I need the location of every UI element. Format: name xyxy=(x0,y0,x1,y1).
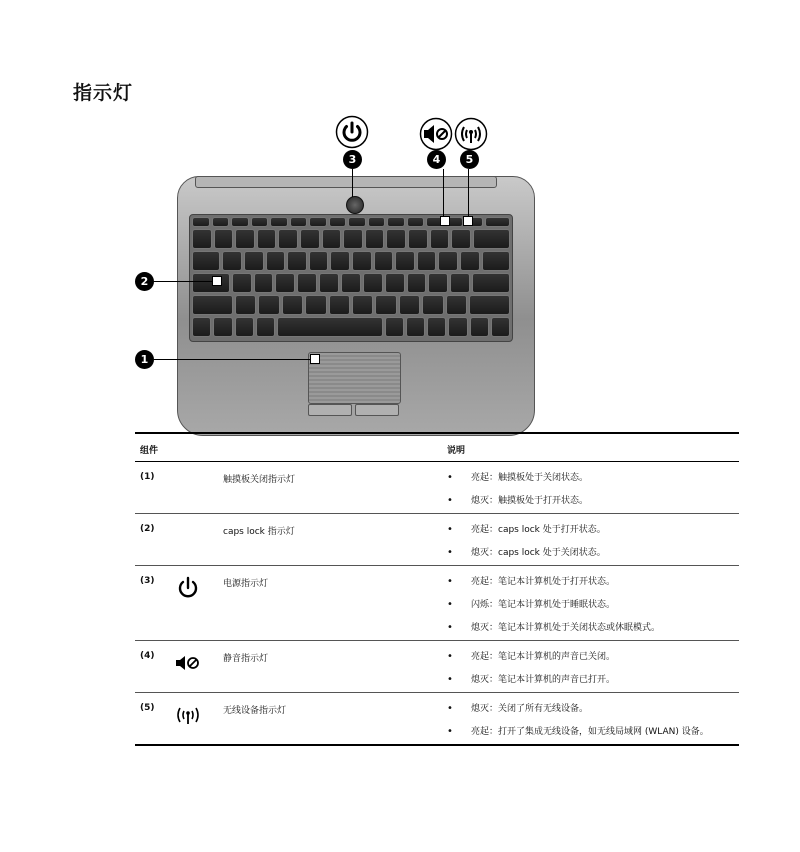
mute-led-highlight xyxy=(440,216,450,226)
power-icon xyxy=(175,575,201,601)
touchpad-buttons xyxy=(308,404,399,416)
touchpad-led-highlight xyxy=(310,354,320,364)
callout-2: 2 xyxy=(135,272,154,291)
page-title: 指示灯 xyxy=(73,82,134,104)
component-name: caps lock 指示灯 xyxy=(223,527,295,537)
keyboard xyxy=(189,214,513,342)
list-item: • 熄灭：笔记本计算机的声音已打开。 xyxy=(447,674,739,686)
laptop-hinge xyxy=(195,176,497,188)
callout-4: 4 xyxy=(427,150,446,169)
row-number: (2) xyxy=(140,524,155,534)
list-item: • 熄灭：关闭了所有无线设备。 xyxy=(447,703,739,715)
table-row xyxy=(135,462,739,514)
list-item: • 熄灭：笔记本计算机处于关闭状态或休眠模式。 xyxy=(447,622,739,634)
list-item: • 熄灭：caps lock 处于关闭状态。 xyxy=(447,547,739,559)
wireless-icon xyxy=(175,702,201,728)
leader-line-3 xyxy=(352,169,353,197)
table-header xyxy=(135,432,739,462)
table-row xyxy=(135,641,739,693)
table-row xyxy=(135,566,739,641)
mute-icon xyxy=(419,117,453,151)
leader-line-5 xyxy=(468,169,469,217)
indicator-table xyxy=(135,432,739,746)
mute-icon xyxy=(175,650,201,676)
leader-line-1 xyxy=(154,359,310,360)
component-name: 触摸板关闭指示灯 xyxy=(223,475,296,485)
list-item: • 闪烁：笔记本计算机处于睡眠状态。 xyxy=(447,599,739,611)
touchpad xyxy=(308,352,401,404)
callout-5: 5 xyxy=(460,150,479,169)
list-item: • 亮起：笔记本计算机处于打开状态。 xyxy=(447,576,739,588)
component-name: 电源指示灯 xyxy=(223,579,269,589)
header-description: 说明 xyxy=(447,446,466,456)
callout-1: 1 xyxy=(135,350,154,369)
component-name: 无线设备指示灯 xyxy=(223,706,287,716)
caps-lock-led-highlight xyxy=(212,276,222,286)
list-item: • 亮起：caps lock 处于打开状态。 xyxy=(447,524,739,536)
table-row xyxy=(135,693,739,746)
callout-3: 3 xyxy=(343,150,362,169)
power-button xyxy=(346,196,364,214)
row-number: (3) xyxy=(140,576,155,586)
laptop-illustration xyxy=(125,110,545,430)
row-number: (5) xyxy=(140,703,155,713)
leader-line-2 xyxy=(154,281,212,282)
header-component: 组件 xyxy=(140,446,159,456)
leader-line-4 xyxy=(443,169,444,217)
power-icon xyxy=(335,115,369,149)
list-item: • 熄灭：触摸板处于打开状态。 xyxy=(447,495,739,507)
list-item: • 亮起：触摸板处于关闭状态。 xyxy=(447,472,739,484)
list-item: • 亮起：笔记本计算机的声音已关闭。 xyxy=(447,651,739,663)
component-name: 静音指示灯 xyxy=(223,654,269,664)
wireless-led-highlight xyxy=(463,216,473,226)
table-row xyxy=(135,514,739,566)
row-number: (1) xyxy=(140,472,155,482)
row-number: (4) xyxy=(140,651,155,661)
wireless-icon xyxy=(454,117,488,151)
list-item: • 亮起：打开了集成无线设备，如无线局域网 (WLAN) 设备。 xyxy=(447,726,739,738)
